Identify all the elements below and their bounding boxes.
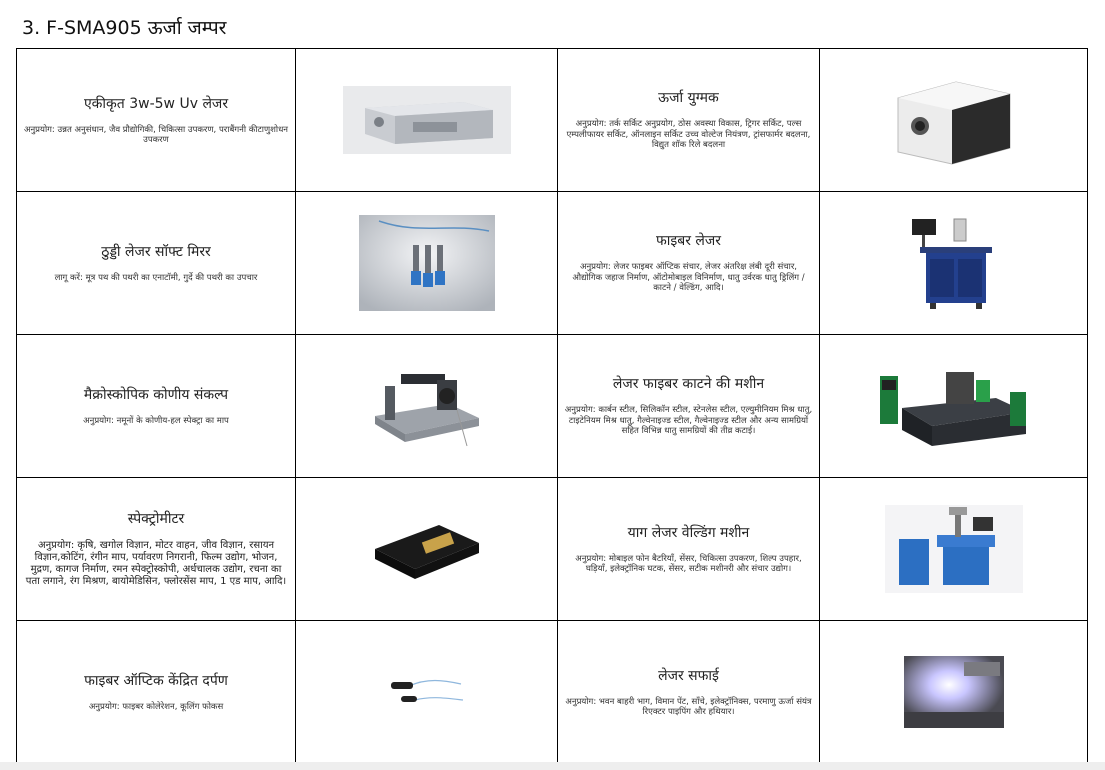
product-cell [558, 192, 820, 335]
product-cell [17, 335, 296, 478]
product-heading: मैक्रोस्कोपिक कोणीय संकल्प [83, 386, 229, 403]
table-row [17, 478, 1088, 621]
energy-coupler-image [886, 68, 1022, 172]
product-description: अनुप्रयोग: मोबाइल फोन बैटरियाँ, सेंसर, चिकित्सा उपकरण, शिल्प उपहार, घड़ियाँ, इलेक्ट्रॉनिक घटक, सेंसर, सटीक मशीनरी और संचार उद्योग। [575, 553, 802, 574]
product-image-cell [820, 621, 1088, 764]
product-cell [558, 335, 820, 478]
table-row [17, 621, 1088, 764]
product-cell [17, 49, 296, 192]
table-row [17, 192, 1088, 335]
laser-cleaning-image [904, 656, 1004, 728]
product-description: अनुप्रयोग: भवन बाहरी भाग, विमान पेंट, साँचे, इलेक्ट्रॉनिक्स, परमाणु ऊर्जा संयंत्र रिएक्टर पाइपिंग और हथियार। [565, 696, 812, 717]
product-description: अनुप्रयोग: कार्बन स्टील, सिलिकॉन स्टील, स्टेनलेस स्टील, एल्युमीनियम मिश्र धातु, टाइटेनियम मिश्र धातु, गैल्वेनाइज्ड स्टील, गैल्वेनाइज्ड स्टील और अन्य सामग्रियों सहित विभिन्न धातु सामग्रियों की तीव्र कटाई। [564, 405, 813, 437]
section-title: 3. F-SMA905 ऊर्जा जम्पर [22, 17, 227, 39]
product-image-cell [296, 335, 558, 478]
fiber-connectors-image [359, 215, 495, 311]
product-cell [17, 192, 296, 335]
product-table [16, 48, 1088, 764]
product-heading: लेजर फाइबर काटने की मशीन [612, 376, 765, 393]
product-image-cell [296, 621, 558, 764]
product-heading: एकीकृत 3w-5w Uv लेजर [83, 95, 229, 112]
product-image-cell [296, 192, 558, 335]
laser-cutting-machine-image [876, 364, 1032, 448]
product-heading: स्पेक्ट्रोमीटर [127, 511, 185, 527]
product-cell [558, 49, 820, 192]
product-image-cell [296, 49, 558, 192]
product-image-cell [296, 478, 558, 621]
table-row [17, 335, 1088, 478]
product-description: अनुप्रयोग: नमूनों के कोणीय-हल स्पेक्ट्रा का माप [83, 415, 229, 426]
product-heading: ठुड्डी लेजर सॉफ्ट मिरर [101, 243, 211, 260]
product-description: लागू करें: मूत्र पथ की पथरी का एनाटॉमी, गुर्दे की पथरी का उपचार [54, 272, 258, 283]
product-heading: फाइबर लेजर [655, 233, 722, 250]
product-heading: लेजर सफाई [658, 667, 719, 684]
table-row [17, 49, 1088, 192]
product-image-cell [820, 478, 1088, 621]
product-heading: फाइबर ऑप्टिक केंद्रित दर्पण [84, 672, 228, 689]
product-description: अनुप्रयोग: कृषि, खगोल विज्ञान, मोटर वाहन, जीव विज्ञान, रसायन विज्ञान,कोटिंग, रंगीन माप, पर्यावरण निगरानी, फिल्म उद्योग, भोजन, मुद्रण, कागज निर्माण, रमन स्पेक्ट्रोस्कोपी, अर्धचालक उद्योग, रचना का पता लगाने, रंग मिश्रण, बायोमेडिसिन, फ्लोरसेंस माप, 1 एड माप, आदि। [25, 540, 287, 587]
product-description: अनुप्रयोग: लेजर फाइबर ऑप्टिक संचार, लेजर अंतरिक्ष लंबी दूरी संचार, औद्योगिक जहाज निर्माण, ऑटोमोबाइल विनिर्माण, धातु उर्वरक धातु ड्रिलिंग / काटने / वेल्डिंग, आदि। [572, 262, 805, 294]
uv-laser-module-image [343, 86, 511, 154]
product-image-cell [820, 192, 1088, 335]
product-image-cell [820, 49, 1088, 192]
product-heading: याग लेजर वेल्डिंग मशीन [627, 524, 750, 541]
product-description: अनुप्रयोग: फाइबर कोलेरेशन, कूलिंग फोकस [88, 701, 224, 712]
spectrometer-image [369, 509, 485, 589]
fiber-focus-mirror-image [387, 670, 467, 714]
page-footer-strip [0, 762, 1105, 770]
product-cell [17, 478, 296, 621]
product-description: अनुप्रयोग: तर्क सर्किट अनुप्रयोग, ठोस अवस्था विकास, ट्रिगर सर्किट, पल्स एम्पलीफायर सर्किट, ऑनलाइन सर्किट उच्च वोल्टेज नियंत्रण, ट्रांसफार्मर बदलना, विद्युत शॉक रिले बदलना [566, 119, 811, 151]
product-heading: ऊर्जा युग्मक [658, 90, 719, 107]
angular-resolution-stage-image [367, 358, 487, 454]
product-image-cell [820, 335, 1088, 478]
fiber-laser-machine-image [908, 211, 1000, 315]
product-cell [558, 478, 820, 621]
yag-welding-machine-image [885, 505, 1023, 593]
product-cell [17, 621, 296, 764]
product-description: अनुप्रयोग: उन्नत अनुसंधान, जैव प्रौद्योगिकी, चिकित्सा उपकरण, पराबैंगनी कीटाणुशोधन उपकरण [23, 124, 289, 145]
product-cell [558, 621, 820, 764]
